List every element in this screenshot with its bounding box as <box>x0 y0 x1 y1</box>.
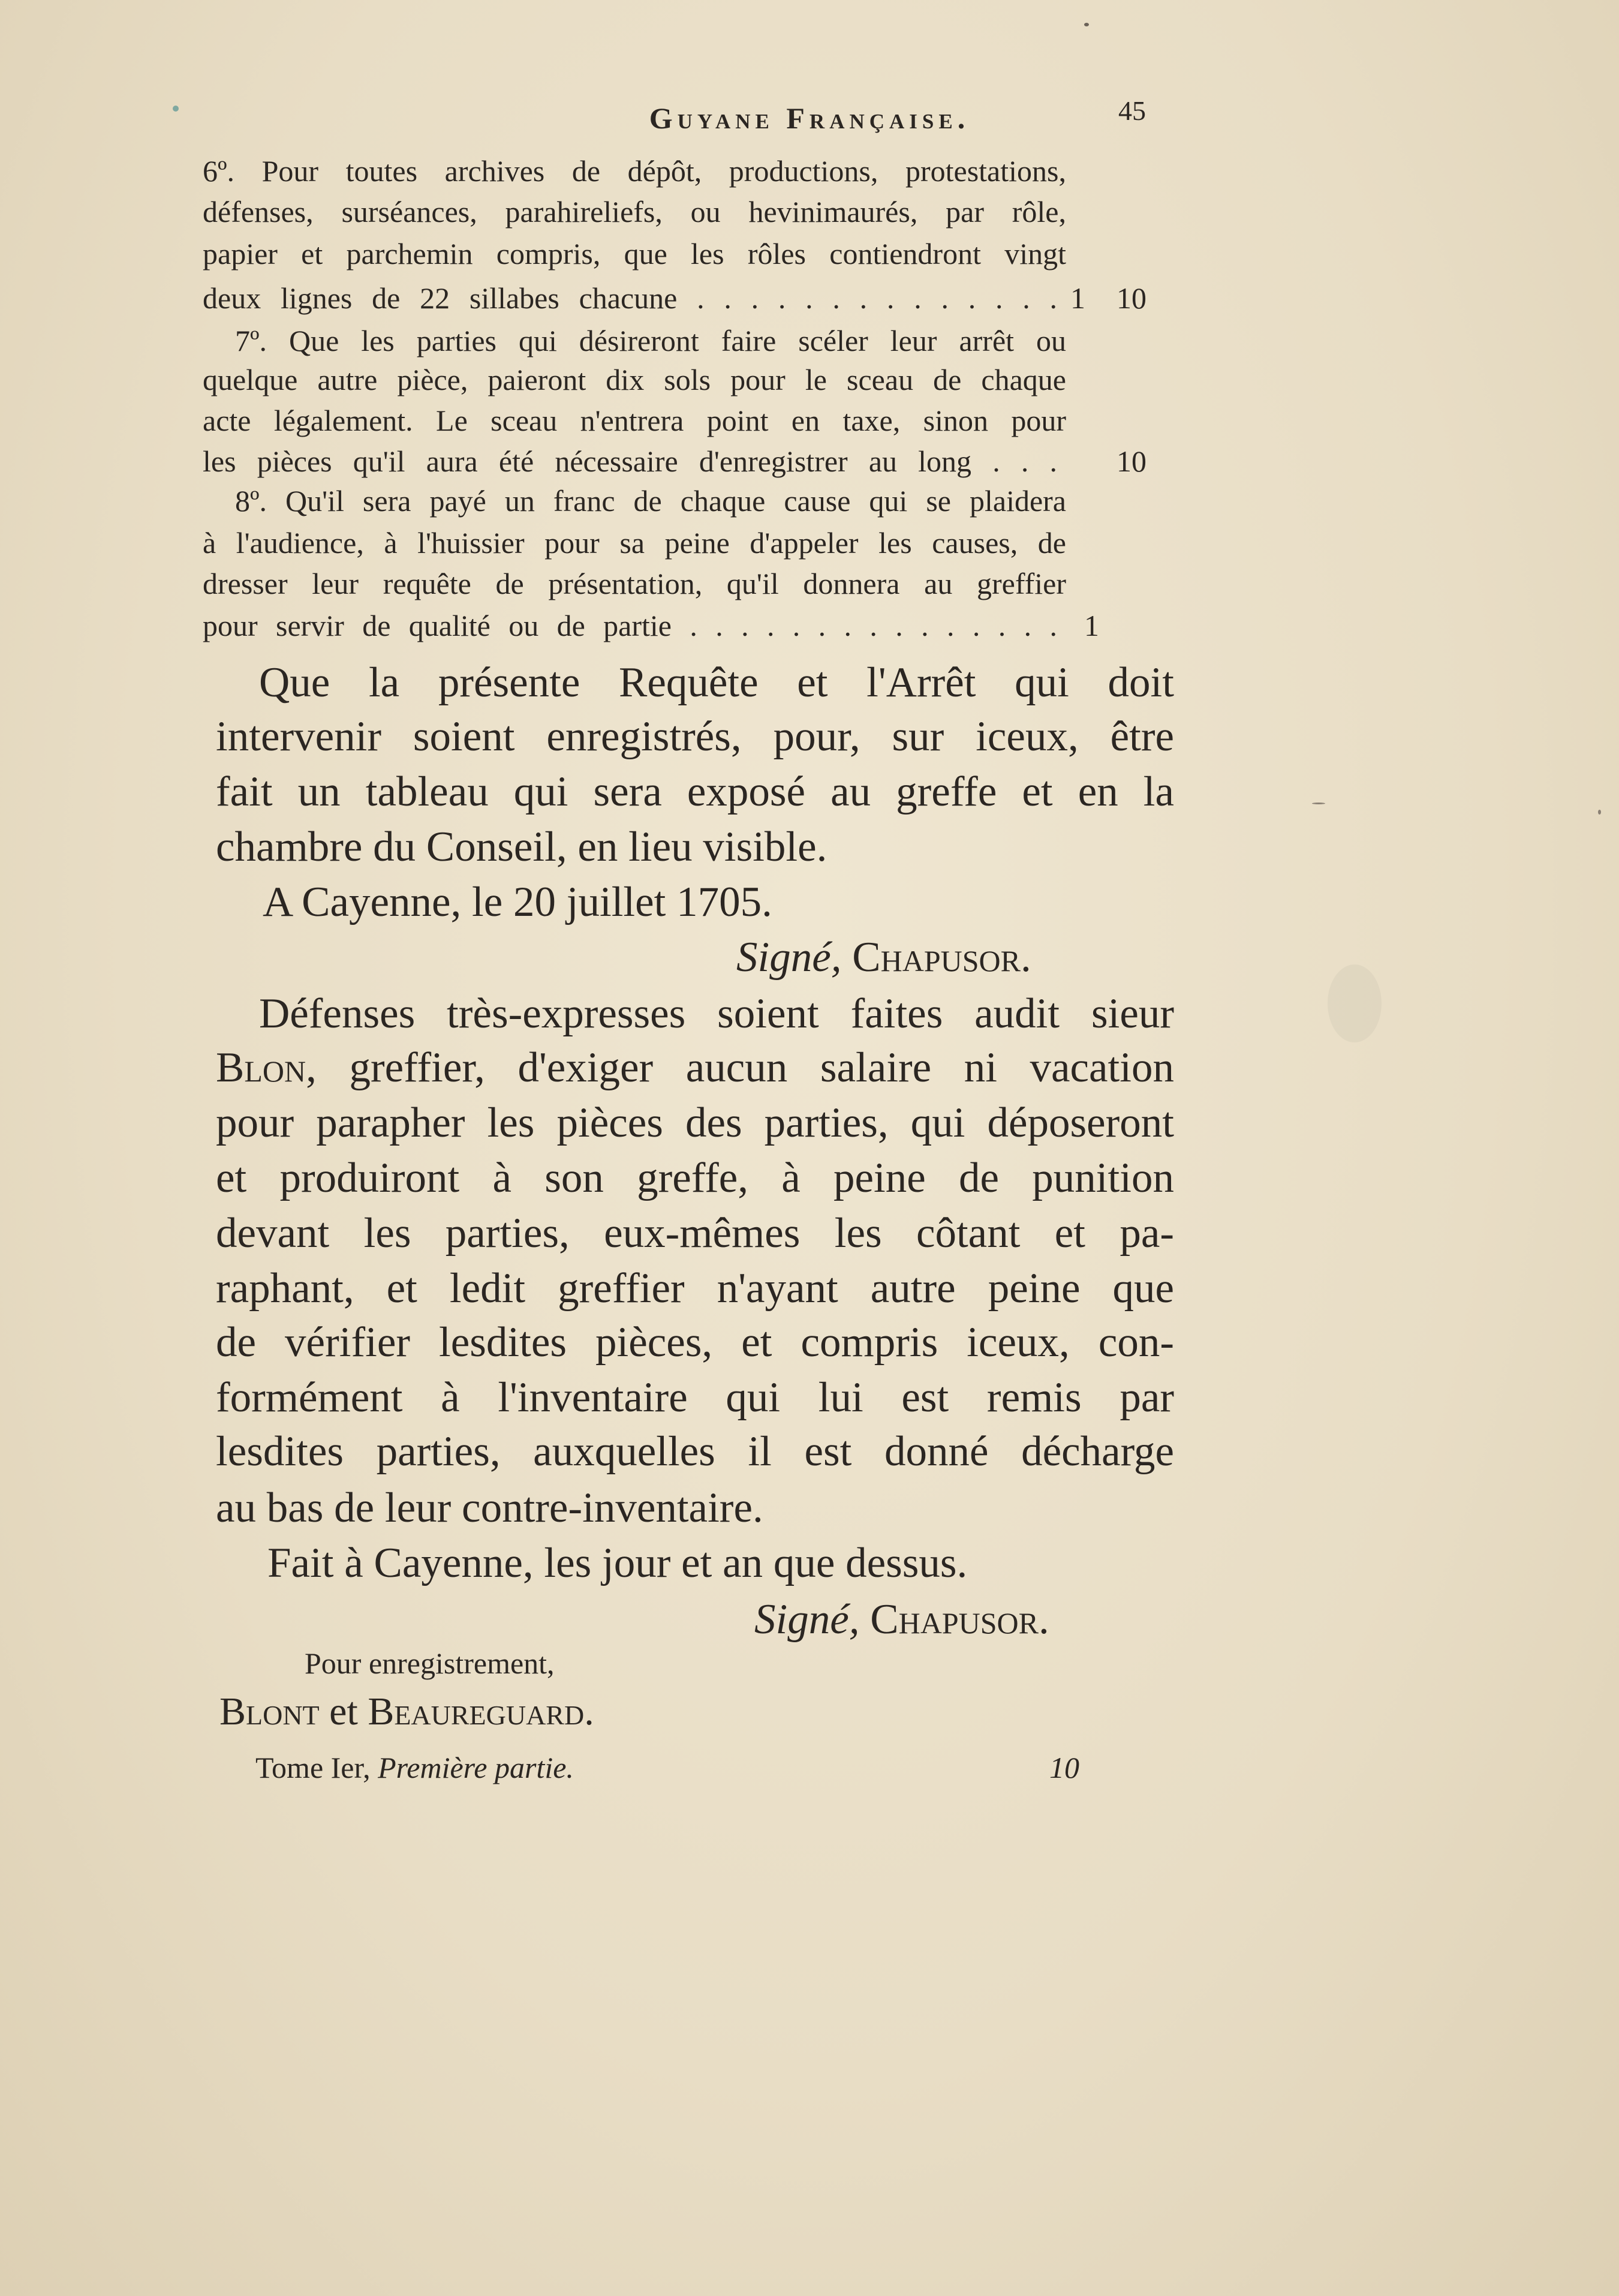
paragraph-2-line: et produiront à son greffe, à peine de punition <box>216 1155 1174 1201</box>
paragraph-2-line: de vérifier lesdites pièces, et compris iceux, con- <box>216 1319 1174 1366</box>
paragraph-2-line: Défenses très-expresses soient faites audit sieur <box>259 990 1174 1037</box>
tariff-item-7-line: quelque autre pièce, paieront dix sols pour le sceau de chaque <box>203 363 1066 396</box>
registration-note: Pour enregistrement, <box>305 1646 555 1680</box>
tariff-item-6-line: 6º. Pour toutes archives de dépôt, productions, protestations, <box>203 154 1066 188</box>
footer-volume: Ier <box>330 1751 363 1784</box>
paragraph-2-line: devant les parties, eux-mêmes les côtant et pa- <box>216 1210 1174 1257</box>
running-head: Guyane Française. <box>649 101 970 135</box>
signature-line <box>754 1595 1049 1644</box>
signature-mark: 10 <box>1049 1751 1079 1784</box>
signed-label: Signé, <box>754 1596 860 1643</box>
footer-tome: Tome <box>255 1751 324 1784</box>
page-number: 45 <box>1118 95 1146 126</box>
tariff-item-7-sols: 10 <box>1117 444 1146 478</box>
paragraph-2-line: Blon, greffier, d'exiger aucun salaire ni vacation <box>216 1044 1174 1091</box>
paper-speck <box>1084 23 1089 26</box>
dateline: Fait à Cayenne, les jour et an que dessus. <box>267 1540 968 1586</box>
paragraph-1-line: chambre du Conseil, en lieu visible. <box>216 824 827 870</box>
tariff-item-6-line: papier et parchemin compris, que les rôles contiendront vingt <box>203 237 1066 271</box>
tariff-item-6-sols: 10 <box>1117 281 1146 315</box>
paragraph-1-line: intervenir soient enregistrés, pour, sur iceux, être <box>216 713 1174 760</box>
tariff-item-7-line: les pièces qu'il aura été nécessaire d'enregistrer au long . . . <box>203 444 1057 478</box>
dateline: A Cayenne, le 20 juillet 1705. <box>263 879 772 925</box>
footer-part: Première partie. <box>378 1751 574 1784</box>
paper-speck <box>1598 810 1601 815</box>
greffier-name: Blon <box>216 1044 306 1091</box>
paragraph-2-line: formément à l'inventaire qui lui est remis par <box>216 1374 1174 1421</box>
signatory-name: Chapusor. <box>852 934 1031 981</box>
signature-line <box>736 933 1031 982</box>
paragraph-2-line: pour parapher les pièces des parties, qui déposeront <box>216 1099 1174 1146</box>
tariff-item-8-line: pour servir de qualité ou de partie . . . . . . . . . . . . . . . <box>203 609 1057 642</box>
volume-footer: Tome Ier, Première partie. <box>255 1751 574 1784</box>
tariff-item-6-line: deux lignes de 22 sillabes chacune . . . . . . . . . . . . . . <box>203 281 1057 315</box>
tariff-item-8-line: 8º. Qu'il sera payé un franc de chaque cause qui se plaidera <box>235 484 1066 518</box>
tariff-item-8-line: dresser leur requête de présentation, qu'il donnera au greffier <box>203 567 1066 600</box>
paragraph-2-line: au bas de leur contre-inventaire. <box>216 1484 763 1531</box>
tariff-item-8-line: à l'audience, à l'huissier pour sa peine d'appeler les causes, de <box>203 526 1066 560</box>
registrar-name: Beaureguard. <box>368 1690 594 1733</box>
registrars-conjunction: et <box>329 1690 358 1733</box>
paper-speck <box>1328 964 1382 1042</box>
signatory-name: Chapusor. <box>870 1596 1049 1643</box>
tariff-item-6-line: défenses, surséances, parahireliefs, ou hevinimaurés, par rôle, <box>203 195 1066 229</box>
paragraph-1-line: fait un tableau qui sera exposé au greffe et en la <box>216 768 1174 815</box>
paragraph-2-line: lesdites parties, auxquelles il est donné décharge <box>216 1428 1174 1475</box>
registrars-line <box>219 1689 594 1735</box>
paper-speck <box>1312 803 1325 804</box>
tariff-item-6-livres: 1 <box>1070 281 1085 315</box>
tariff-item-7-line: acte légalement. Le sceau n'entrera point en taxe, sinon pour <box>203 404 1066 437</box>
tariff-item-8-livres: 1 <box>1084 609 1099 642</box>
registrar-name: Blont <box>219 1690 320 1733</box>
tariff-item-7-line: 7º. Que les parties qui désireront faire scéler leur arrêt ou <box>235 324 1066 357</box>
signed-label: Signé, <box>736 934 842 981</box>
paragraph-2-line: raphant, et ledit greffier n'ayant autre peine que <box>216 1265 1174 1312</box>
paragraph-1-line: Que la présente Requête et l'Arrêt qui doit <box>259 659 1174 706</box>
